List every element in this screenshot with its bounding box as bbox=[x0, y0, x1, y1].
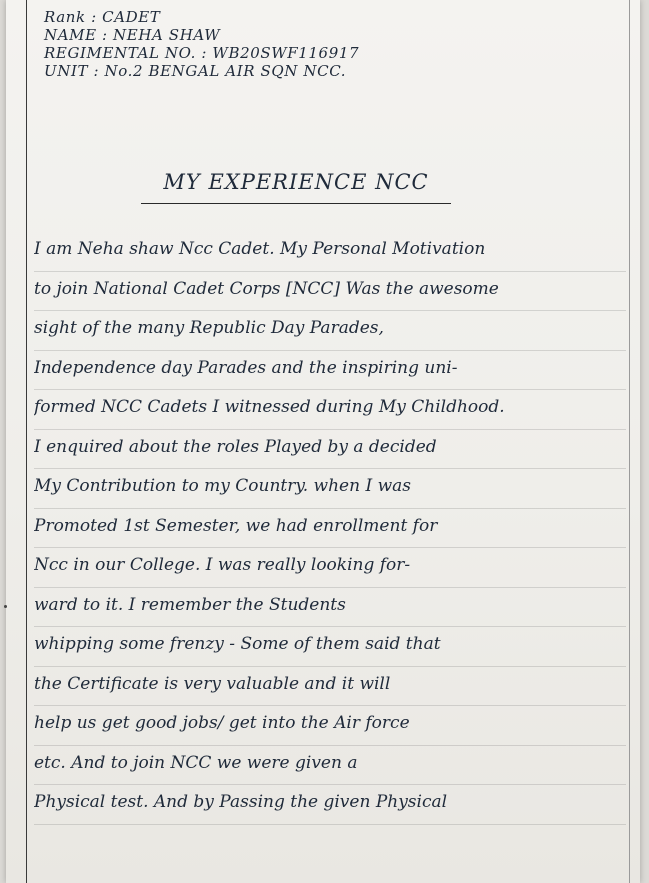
margin-line bbox=[26, 0, 27, 883]
essay-line: I am Neha shaw Ncc Cadet. My Personal Motivation bbox=[34, 232, 626, 272]
essay-line: the Certificate is very valuable and it will bbox=[34, 667, 626, 707]
name-line: NAME : NEHA SHAW bbox=[44, 26, 221, 44]
essay-line: help us get good jobs/ get into the Air force bbox=[34, 706, 626, 746]
title-underline bbox=[141, 203, 451, 204]
essay-line: Ncc in our College. I was really looking for- bbox=[34, 548, 626, 588]
notebook-page bbox=[6, 0, 640, 883]
unit-line: UNIT : No.2 BENGAL AIR SQN NCC. bbox=[44, 62, 347, 80]
essay-title: MY EXPERIENCE NCC bbox=[163, 170, 429, 194]
essay-line: I enquired about the roles Played by a decided bbox=[34, 430, 626, 470]
essay-body bbox=[34, 232, 626, 825]
essay-line: etc. And to join NCC we were given a bbox=[34, 746, 626, 786]
essay-line: to join National Cadet Corps [NCC] Was the awesome bbox=[34, 272, 626, 312]
cadet-details bbox=[44, 8, 359, 80]
regimental-number-line: REGIMENTAL NO. : WB20SWF116917 bbox=[44, 44, 360, 62]
essay-line: sight of the many Republic Day Parades, bbox=[34, 311, 626, 351]
page-edge-line bbox=[629, 0, 630, 883]
essay-line: Physical test. And by Passing the given Physical bbox=[34, 785, 626, 825]
essay-line: whipping some frenzy - Some of them said that bbox=[34, 627, 626, 667]
rank-line: Rank : CADET bbox=[44, 8, 161, 26]
essay-line: ward to it. I remember the Students bbox=[34, 588, 626, 628]
essay-line: My Contribution to my Country. when I was bbox=[34, 469, 626, 509]
essay-line: Independence day Parades and the inspiring uni- bbox=[34, 351, 626, 391]
essay-line: Promoted 1st Semester, we had enrollment for bbox=[34, 509, 626, 549]
essay-line: formed NCC Cadets I witnessed during My Childhood. bbox=[34, 390, 626, 430]
ink-dot bbox=[4, 605, 7, 608]
